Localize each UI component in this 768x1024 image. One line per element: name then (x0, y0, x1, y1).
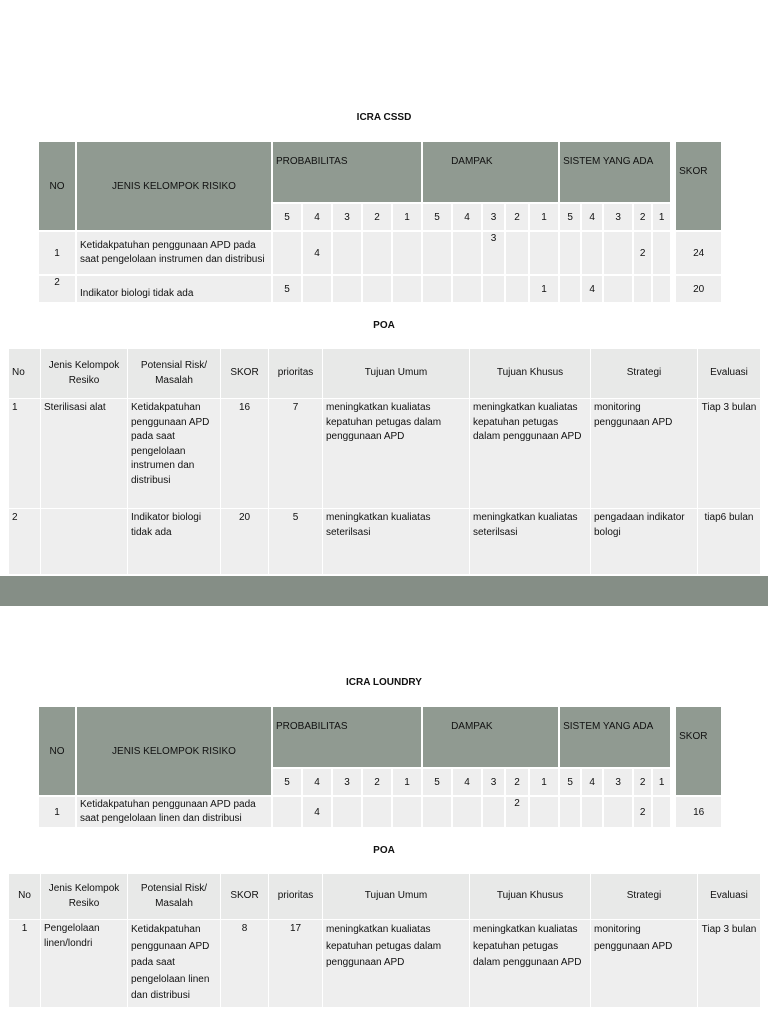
table-row (38, 231, 722, 275)
row-tujuan-khusus: meningkatkan kualiatas kepatuhan petugas dalam penggunaan APD (470, 399, 591, 509)
row-strategi: monitoring penggunaan APD (591, 920, 698, 1008)
col-tujuan-umum: Tujuan Umum (323, 349, 470, 399)
row-skor: 8 (221, 920, 269, 1008)
col-skor: SKOR (221, 349, 269, 399)
col-dampak: DAMPAK (422, 141, 559, 203)
prob-score: 4 (302, 796, 332, 828)
row-jenis: Pengelolaan linen/londri (41, 920, 128, 1008)
col-no: No (9, 874, 41, 920)
row-tujuan-khusus: meningkatkan kualiatas seterilsasi (470, 509, 591, 575)
skor-value: 16 (675, 796, 722, 828)
col-evaluasi: Evaluasi (698, 874, 761, 920)
scale-value: 5 (272, 768, 302, 796)
poa-title: POA (373, 845, 395, 856)
scale-value: 4 (581, 203, 603, 231)
col-strategi: Strategi (591, 874, 698, 920)
table-row (9, 920, 761, 1008)
icra-loundry-title: ICRA LOUNDRY (346, 677, 422, 688)
scale-value: 5 (559, 768, 581, 796)
row-risk-text: Indikator biologi tidak ada (76, 275, 272, 303)
row-strategi: monitoring penggunaan APD (591, 399, 698, 509)
row-no: 1 (38, 231, 76, 275)
col-tujuan-khusus: Tujuan Khusus (470, 874, 591, 920)
col-sistem: SISTEM YANG ADA (559, 706, 671, 768)
scale-value: 4 (452, 203, 482, 231)
scale-value: 1 (652, 203, 671, 231)
col-probabilitas: PROBABILITAS (272, 706, 422, 768)
row-evaluasi: Tiap 3 bulan (698, 399, 761, 509)
row-jenis (41, 509, 128, 575)
row-skor: 16 (221, 399, 269, 509)
scale-value: 1 (529, 203, 559, 231)
row-potensial: Ketidakpatuhan penggunaan APD pada saat pengelolaan instrumen dan distribusi (128, 399, 221, 509)
row-evaluasi: tiap6 bulan (698, 509, 761, 575)
scale-value: 5 (422, 203, 452, 231)
col-jenis: Jenis Kelompok Resiko (41, 349, 128, 399)
scale-value: 2 (505, 203, 529, 231)
table-row (38, 796, 722, 828)
col-skor: SKOR (675, 706, 722, 796)
row-tujuan-khusus: meningkatkan kualiatas kepatuhan petugas dalam penggunaan APD (470, 920, 591, 1008)
row-skor: 20 (221, 509, 269, 575)
scale-value: 3 (603, 768, 633, 796)
dampak-score: 3 (482, 231, 505, 275)
row-evaluasi: Tiap 3 bulan (698, 920, 761, 1008)
row-risk-text: Ketidakpatuhan penggunaan APD pada saat pengelolaan instrumen dan distribusi (76, 231, 272, 275)
scale-value: 1 (392, 768, 422, 796)
section-divider-band (0, 576, 768, 606)
row-tujuan-umum: meningkatkan kualiatas kepatuhan petugas dalam penggunaan APD (323, 920, 470, 1008)
scale-value: 1 (652, 768, 671, 796)
scale-value: 5 (422, 768, 452, 796)
scale-value: 2 (633, 768, 652, 796)
col-no: NO (38, 141, 76, 231)
table-row (9, 509, 761, 575)
table-row (38, 275, 722, 303)
col-jenis: JENIS KELOMPOK RISIKO (76, 706, 272, 796)
col-skor: SKOR (675, 141, 722, 231)
col-skor: SKOR (221, 874, 269, 920)
icra-cssd-table (37, 140, 723, 304)
scale-value: 2 (362, 203, 392, 231)
col-prioritas: prioritas (269, 874, 323, 920)
col-no: No (9, 349, 41, 399)
skor-value: 24 (675, 231, 722, 275)
col-tujuan-umum: Tujuan Umum (323, 874, 470, 920)
scale-value: 2 (505, 768, 529, 796)
row-potensial: Ketidakpatuhan penggunaan APD pada saat pengelolaan linen dan distribusi (128, 920, 221, 1008)
col-evaluasi: Evaluasi (698, 349, 761, 399)
col-potensial: Potensial Risk/ Masalah (128, 349, 221, 399)
sistem-score: 2 (633, 796, 652, 828)
row-no: 1 (9, 920, 41, 1008)
scale-value: 3 (482, 203, 505, 231)
dampak-score: 2 (505, 796, 529, 828)
dampak-score: 1 (529, 275, 559, 303)
scale-value: 2 (362, 768, 392, 796)
scale-value: 4 (452, 768, 482, 796)
col-strategi: Strategi (591, 349, 698, 399)
row-strategi: pengadaan indikator bologi (591, 509, 698, 575)
scale-value: 4 (302, 203, 332, 231)
scale-value: 5 (272, 203, 302, 231)
sistem-score: 4 (581, 275, 603, 303)
skor-value: 20 (675, 275, 722, 303)
scale-value: 3 (332, 768, 362, 796)
poa-table (8, 348, 761, 575)
scale-value: 3 (603, 203, 633, 231)
icra-loundry-table (37, 705, 723, 829)
row-no: 1 (9, 399, 41, 509)
row-prioritas: 5 (269, 509, 323, 575)
scale-value: 3 (482, 768, 505, 796)
prob-score: 5 (272, 275, 302, 303)
scale-value: 2 (633, 203, 652, 231)
sistem-score: 2 (633, 231, 652, 275)
table-row (9, 399, 761, 509)
row-tujuan-umum: meningkatkan kualiatas seterilsasi (323, 509, 470, 575)
row-tujuan-umum: meningkatkan kualiatas kepatuhan petugas dalam penggunaan APD (323, 399, 470, 509)
scale-value: 3 (332, 203, 362, 231)
poa-title: POA (373, 320, 395, 331)
row-prioritas: 17 (269, 920, 323, 1008)
row-no: 2 (38, 275, 76, 303)
prob-score: 4 (302, 231, 332, 275)
row-prioritas: 7 (269, 399, 323, 509)
col-jenis: Jenis Kelompok Resiko (41, 874, 128, 920)
row-no: 1 (38, 796, 76, 828)
row-jenis: Sterilisasi alat (41, 399, 128, 509)
scale-value: 5 (559, 203, 581, 231)
poa-table (8, 873, 761, 1008)
row-potensial: Indikator biologi tidak ada (128, 509, 221, 575)
scale-value: 1 (529, 768, 559, 796)
col-prioritas: prioritas (269, 349, 323, 399)
col-dampak: DAMPAK (422, 706, 559, 768)
row-risk-text: Ketidakpatuhan penggunaan APD pada saat pengelolaan linen dan distribusi (76, 796, 272, 828)
col-probabilitas: PROBABILITAS (272, 141, 422, 203)
icra-cssd-title: ICRA CSSD (356, 112, 412, 123)
col-tujuan-khusus: Tujuan Khusus (470, 349, 591, 399)
row-no: 2 (9, 509, 41, 575)
scale-value: 4 (302, 768, 332, 796)
scale-value: 1 (392, 203, 422, 231)
col-potensial: Potensial Risk/ Masalah (128, 874, 221, 920)
scale-value: 4 (581, 768, 603, 796)
col-sistem: SISTEM YANG ADA (559, 141, 671, 203)
col-no: NO (38, 706, 76, 796)
col-jenis: JENIS KELOMPOK RISIKO (76, 141, 272, 231)
